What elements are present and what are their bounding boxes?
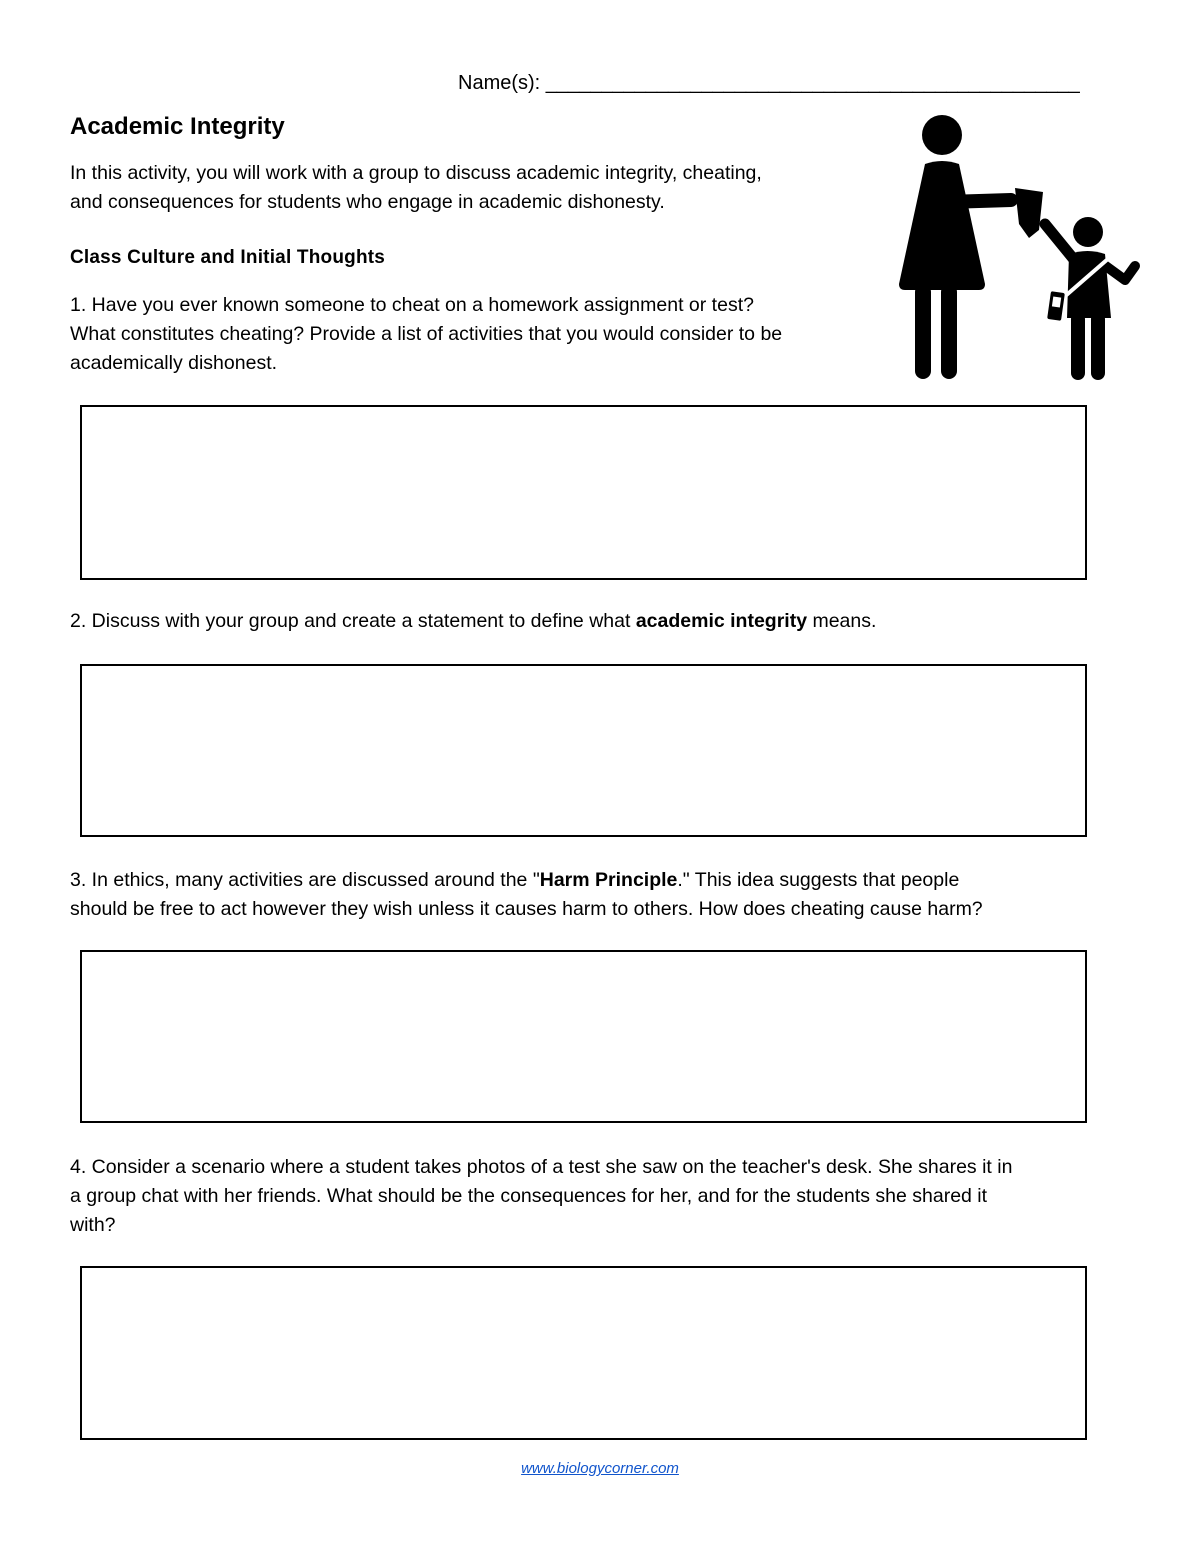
question-4-line-3: with? [70,1214,116,1236]
question-3-text-pre: 3. In ethics, many activities are discussed around the " [70,869,540,891]
question-1 [70,291,880,378]
teacher-head-shape [922,115,962,155]
intro-paragraph [70,159,870,217]
question-3-line-2: should be free to act however they wish unless it causes harm to others. How does cheating cause harm? [70,898,983,920]
answer-box-3[interactable] [80,950,1087,1123]
question-3-line-1 [70,866,1130,895]
page-title: Academic Integrity [70,113,285,140]
question-3 [70,866,1130,924]
teacher-right-leg-shape [941,284,957,379]
question-1-line-1: 1. Have you ever known someone to cheat on a homework assignment or test? [70,294,754,316]
teacher-left-leg-shape [915,284,931,379]
question-2-text-pre: 2. Discuss with your group and create a statement to define what [70,610,636,632]
question-2 [70,607,1130,636]
question-4-line-2: a group chat with her friends. What should be the consequences for her, and for the students she shared it [70,1185,988,1207]
bag-pocket-shape [1052,297,1061,308]
question-2-text-post: means. [807,610,877,632]
section-heading: Class Culture and Initial Thoughts [70,247,386,268]
question-3-text-post: ." This idea suggests that people [677,869,960,891]
footer [0,1460,1200,1477]
question-2-term: academic integrity [635,610,808,632]
name-field-label: Name(s): ________________________________________________ [458,72,1080,94]
illustration-svg [893,112,1145,384]
answer-box-2[interactable] [80,664,1087,837]
intro-line-2: and consequences for students who engage in academic dishonesty. [70,191,665,213]
child-left-leg-shape [1071,312,1085,380]
question-1-line-2: What constitutes cheating? Provide a list of activities that you would consider to be [70,323,783,345]
child-head-shape [1073,217,1103,247]
teacher-dress-shape [899,161,985,290]
answer-box-4[interactable] [80,1266,1087,1440]
paper-shape [1015,188,1043,238]
question-4 [70,1153,1130,1240]
teacher-taking-paper-from-student-icon [893,112,1145,384]
answer-box-1[interactable] [80,405,1087,580]
teacher-shoulder-shape [951,184,955,210]
footer-website-link[interactable]: www.biologycorner.com [521,1460,679,1477]
child-other-arm-shape [1103,264,1135,280]
intro-line-1: In this activity, you will work with a group to discuss academic integrity, cheating, [70,162,762,184]
question-3-term: Harm Principle [539,869,678,891]
question-4-line-1: 4. Consider a scenario where a student takes photos of a test she saw on the teacher's desk. She shares it in [70,1156,1013,1178]
question-1-line-3: academically dishonest. [70,352,278,374]
child-right-leg-shape [1091,312,1105,380]
